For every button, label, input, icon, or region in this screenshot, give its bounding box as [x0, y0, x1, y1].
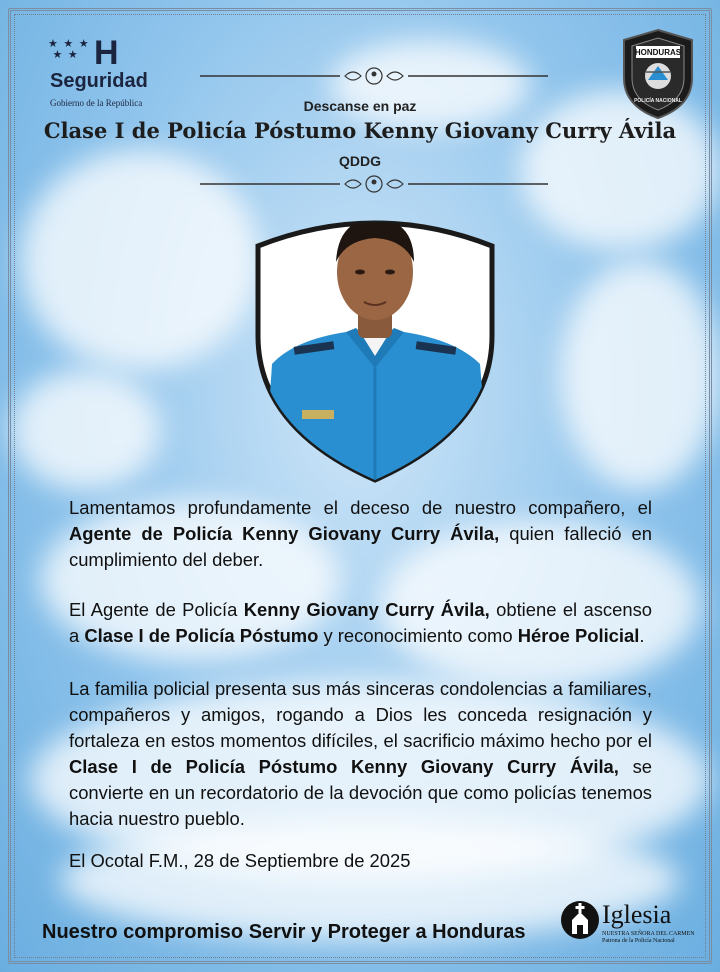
logo-word: Seguridad: [50, 70, 148, 92]
p2-text-mid2: y reconocimiento como: [318, 625, 518, 646]
badge-bottom-text: POLICÍA NACIONAL: [634, 98, 682, 104]
church-logo: [560, 896, 700, 946]
paragraph-1: [69, 495, 652, 573]
church-name: Iglesia: [602, 900, 672, 929]
qddg-label: QDDG: [339, 153, 381, 169]
p1-bold-name: Agente de Policía Kenny Giovany Curry Ávila,: [69, 523, 500, 544]
badge-top-text: HONDURAS: [634, 48, 682, 57]
officer-portrait: [254, 206, 496, 484]
paragraph-3: [69, 676, 652, 832]
church-line1: NUESTRA SEÑORA DEL CARMEN: [602, 931, 695, 937]
logo-letter: H: [94, 34, 119, 72]
date-line: El Ocotal F.M., 28 de Septiembre de 2025: [69, 850, 411, 871]
ornament-divider-icon: [200, 174, 548, 194]
p1-text: Lamentamos profundamente el deceso de nuestro compañero, el: [69, 497, 652, 518]
paragraph-2: [69, 597, 652, 649]
p3-text-end: se convierte en un recordatorio de la devoción que como policías tenemos hacia nuestro pueblo.: [69, 756, 652, 829]
p2-bold-hero: Héroe Policial: [517, 625, 640, 646]
footer-slogan: Nuestro compromiso Servir y Proteger a Honduras: [42, 921, 526, 943]
p2-bold-rank: Clase I de Policía Póstumo: [84, 625, 319, 646]
p3-bold-name: Clase I de Policía Póstumo Kenny Giovany Curry Ávila,: [69, 756, 619, 777]
church-logo-icon: [560, 898, 600, 942]
p1-text-end: quien falleció en cumplimiento del deber.: [69, 523, 652, 570]
p2-bold-name: Kenny Giovany Curry Ávila,: [243, 599, 490, 620]
logo-government: Gobierno de la República: [50, 98, 143, 108]
p2-text: El Agente de Policía: [69, 599, 244, 620]
church-line2: Patrona de la Policía Nacional: [602, 938, 675, 944]
page-title: Clase I de Policía Póstumo Kenny Giovany Curry Ávila: [43, 118, 677, 143]
p3-text: La familia policial presenta sus más sinceras condolencias a familiares, compañeros y amigos, rogando a Dios les conceda resignación y fortaleza en estos momentos difíciles, el sacrificio máximo hecho por el: [69, 678, 652, 751]
p2-text-mid: obtiene el ascenso a: [69, 599, 652, 646]
stars-icon: ★ ★ ★ ★ ★: [48, 37, 90, 61]
subtitle: Descanse en paz: [303, 98, 417, 114]
p2-text-end: .: [639, 625, 645, 646]
ornament-divider-icon: [200, 66, 548, 86]
